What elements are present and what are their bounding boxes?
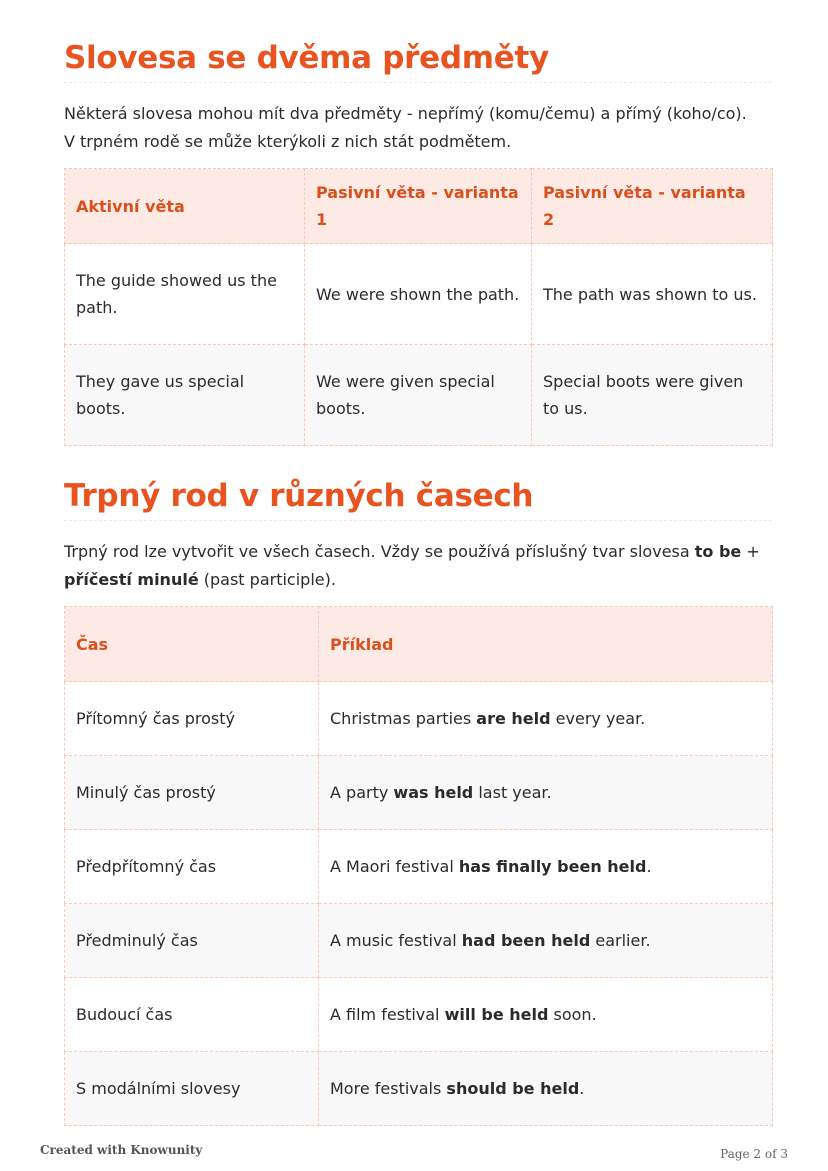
example-verb: has finally been held: [458, 857, 647, 876]
footer-page-number: Page 2 of 3: [720, 1147, 788, 1161]
section-title-tenses: Trpný rod v různých časech: [64, 478, 772, 521]
table-cell: Special boots were given to us.: [532, 345, 773, 446]
footer-created-with: Created with Knowunity: [40, 1143, 203, 1157]
intro-text: (past participle).: [198, 570, 336, 589]
example-cell: A music festival had been held earlier.: [319, 904, 773, 978]
tense-cell: Předminulý čas: [65, 904, 319, 978]
table-header-row: [65, 169, 773, 244]
tense-cell: Přítomný čas prostý: [65, 682, 319, 756]
header-example: Příklad: [319, 607, 773, 682]
example-cell: A party was held last year.: [319, 756, 773, 830]
example-cell: Christmas parties are held every year.: [319, 682, 773, 756]
header-active: Aktivní věta: [65, 169, 305, 244]
table-row: [65, 345, 773, 446]
header-tense: Čas: [65, 607, 319, 682]
intro-text: +: [741, 542, 760, 561]
section-intro-two-objects: Některá slovesa mohou mít dva předměty - nepřímý (komu/čemu) a přímý (koho/co). V trpném rodě se může kterýkoli z nich stát podmětem.: [64, 104, 747, 151]
table-cell: We were given special boots.: [305, 345, 532, 446]
table-row: [65, 682, 773, 756]
intro-bold-participle: příčestí minulé: [64, 570, 199, 589]
example-verb: should be held: [446, 1079, 580, 1098]
table-header-row: [65, 607, 773, 682]
table-row: [65, 830, 773, 904]
example-verb: was held: [393, 783, 474, 802]
table-cell: The guide showed us the path.: [65, 244, 305, 345]
example-verb: will be held: [444, 1005, 549, 1024]
header-passive-2: Pasivní věta - varianta 2: [532, 169, 773, 244]
example-verb: are held: [476, 709, 551, 728]
two-objects-table: [64, 168, 773, 446]
tense-cell: Budoucí čas: [65, 978, 319, 1052]
example-cell: A Maori festival has finally been held.: [319, 830, 773, 904]
example-cell: More festivals should be held.: [319, 1052, 773, 1126]
section-intro-tenses: [64, 538, 764, 594]
section-title-two-objects: Slovesa se dvěma předměty: [64, 40, 772, 83]
tense-cell: S modálními slovesy: [65, 1052, 319, 1126]
example-verb: had been held: [461, 931, 591, 950]
table-cell: We were shown the path.: [305, 244, 532, 345]
header-passive-1: Pasivní věta - varianta 1: [305, 169, 532, 244]
intro-text: Trpný rod lze vytvořit ve všech časech. Vždy se používá příslušný tvar slovesa: [64, 542, 695, 561]
tense-cell: Předpřítomný čas: [65, 830, 319, 904]
intro-bold-to-be: to be: [694, 542, 742, 561]
table-row: [65, 756, 773, 830]
table-cell: They gave us special boots.: [65, 345, 305, 446]
tenses-table: [64, 606, 773, 1126]
table-row: [65, 904, 773, 978]
table-cell: The path was shown to us.: [532, 244, 773, 345]
tense-cell: Minulý čas prostý: [65, 756, 319, 830]
table-row: [65, 978, 773, 1052]
example-cell: A film festival will be held soon.: [319, 978, 773, 1052]
table-row: [65, 1052, 773, 1126]
table-row: [65, 244, 773, 345]
